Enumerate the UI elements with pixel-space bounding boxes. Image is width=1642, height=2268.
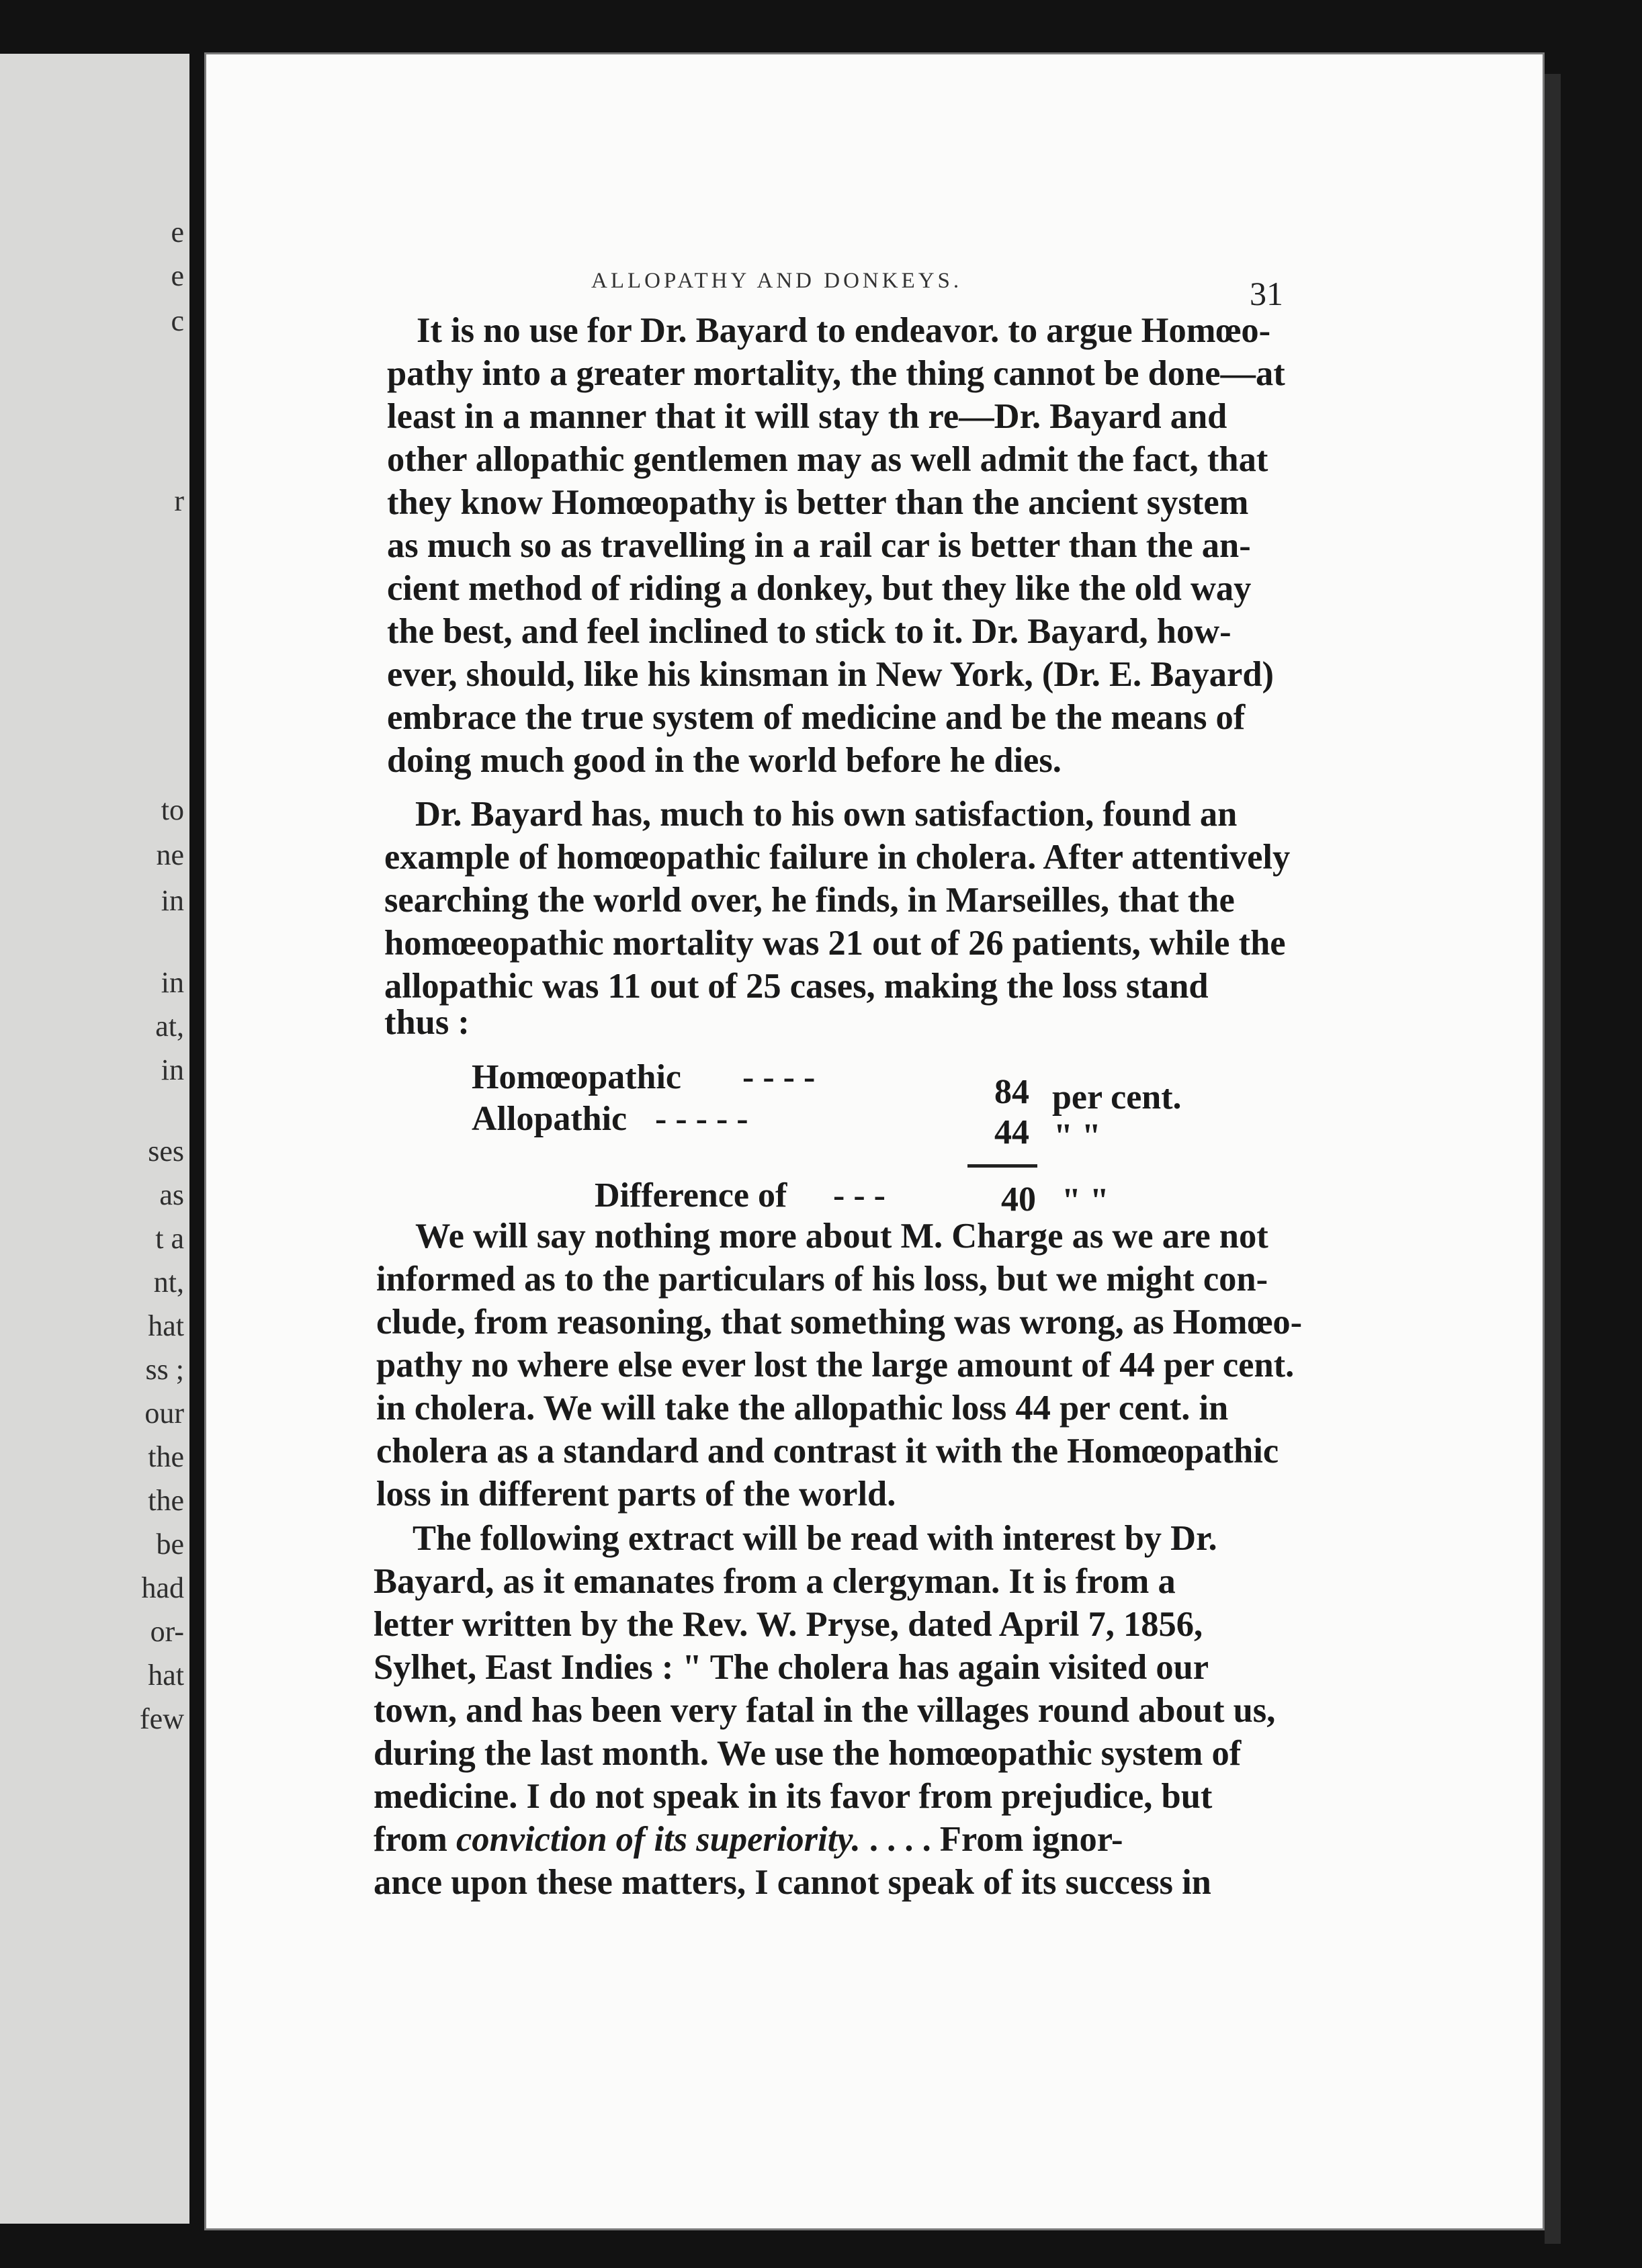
text-line: town, and has been very fatal in the villages round about us, — [374, 1691, 1276, 1730]
left-page-fragment: had — [141, 1571, 184, 1604]
row-value-allopathic: 44 — [994, 1113, 1029, 1151]
row-label-allopathic: Allopathic — [472, 1100, 628, 1138]
text-line: letter written by the Rev. W. Pryse, dated April 7, 1856, — [374, 1605, 1203, 1644]
text-line: during the last month. We use the homœopathic system of — [374, 1734, 1242, 1773]
row-unit-allopathic: " " — [1053, 1117, 1101, 1155]
left-page-fragment: in — [161, 1053, 184, 1086]
left-page-fragment: at, — [155, 1010, 184, 1043]
text-line: ance upon these matters, I cannot speak of its success in — [374, 1863, 1211, 1902]
text-line: informed as to the particulars of his loss, but we might con- — [376, 1260, 1268, 1299]
text-line: least in a manner that it will stay th re—Dr. Bayard and — [387, 397, 1227, 436]
left-page-fragment: the — [148, 1484, 184, 1517]
text-line: cholera as a standard and contrast it with the Homœopathic — [376, 1432, 1279, 1471]
left-page-fragment: e — [171, 259, 184, 292]
left-page-fragment: in — [161, 966, 184, 999]
text-line: the best, and feel inclined to stick to it. Dr. Bayard, how- — [387, 612, 1232, 651]
left-page-fragment: in — [161, 884, 184, 917]
left-page-fragment: hat — [148, 1309, 184, 1342]
text-span: from — [374, 1820, 456, 1859]
text-line: example of homœopathic failure in cholera. After attentively — [384, 838, 1291, 877]
text-line: allopathic was 11 out of 25 cases, making the loss stand — [384, 967, 1209, 1006]
left-page-fragment: nt, — [153, 1266, 184, 1299]
left-page-fragment: e — [171, 216, 184, 249]
leader-dots: - - - - - — [655, 1100, 748, 1138]
row-label-difference: Difference of — [595, 1176, 787, 1215]
text-line: Dr. Bayard has, much to his own satisfaction, found an — [415, 795, 1238, 834]
text-line: pathy no where else ever lost the large amount of 44 per cent. — [376, 1346, 1295, 1385]
left-page-fragment: few — [140, 1702, 184, 1735]
left-page-fragment: as — [159, 1178, 184, 1211]
page-number: 31 — [1250, 275, 1283, 312]
text-line: The following extract will be read with interest by Dr. — [413, 1519, 1217, 1558]
text-line: cient method of riding a donkey, but they like the old way — [387, 569, 1252, 608]
text-line: We will say nothing more about M. Charge as we are not — [415, 1217, 1268, 1256]
text-line: It is no use for Dr. Bayard to endeavor. to argue Homœo- — [417, 311, 1271, 350]
text-line: ever, should, like his kinsman in New York, (Dr. E. Bayard) — [387, 655, 1274, 694]
left-facing-page — [0, 54, 189, 2224]
left-page-fragment: c — [171, 304, 184, 337]
leader-dots: - - - — [833, 1176, 885, 1215]
text-line: homœeopathic mortality was 21 out of 26 patients, while the — [384, 924, 1286, 963]
left-page-fragment: t a — [155, 1222, 184, 1255]
text-line: clude, from reasoning, that something was wrong, as Homœo- — [376, 1303, 1303, 1342]
text-line: pathy into a greater mortality, the thing cannot be done—at — [387, 354, 1285, 393]
row-value-homoeopathic: 84 — [994, 1073, 1029, 1111]
left-page-fragment: our — [144, 1397, 184, 1430]
row-label-homoeopathic: Homœopathic — [472, 1058, 681, 1096]
row-unit-homoeopathic: per cent. — [1052, 1078, 1182, 1117]
text-line: doing much good in the world before he dies. — [387, 741, 1062, 780]
sum-rule — [967, 1164, 1037, 1168]
text-line: searching the world over, he finds, in Marseilles, that the — [384, 881, 1235, 920]
text-line: embrace the true system of medicine and be the means of — [387, 698, 1246, 737]
row-value-difference: 40 — [1001, 1180, 1036, 1219]
left-page-fragment: ses — [148, 1135, 184, 1168]
left-page-fragment: to — [161, 793, 184, 826]
text-line: in cholera. We will take the allopathic loss 44 per cent. in — [376, 1389, 1229, 1428]
left-page-fragment: ss ; — [145, 1353, 184, 1386]
running-head: ALLOPATHY AND DONKEYS. — [591, 269, 963, 293]
leader-dots: - - - - — [742, 1058, 816, 1096]
text-line: medicine. I do not speak in its favor from prejudice, but — [374, 1777, 1213, 1816]
text-line: other allopathic gentlemen may as well admit the fact, that — [387, 440, 1268, 479]
text-line: loss in different parts of the world. — [376, 1475, 896, 1514]
text-span: . . . . From ignor- — [860, 1820, 1123, 1859]
row-unit-difference: " " — [1062, 1182, 1109, 1220]
left-page-fragment: be — [156, 1528, 184, 1561]
text-line: Sylhet, East Indies : " The cholera has again visited our — [374, 1648, 1209, 1687]
text-line: Bayard, as it emanates from a clergyman. It is from a — [374, 1562, 1176, 1601]
left-page-fragment: or- — [150, 1615, 184, 1648]
text-line — [374, 1818, 1123, 1861]
left-page-fragment: hat — [148, 1659, 184, 1692]
left-page-fragment: ne — [156, 838, 184, 871]
italic-phrase: conviction of its superiority. — [456, 1820, 861, 1859]
text-line: they know Homœopathy is better than the ancient system — [387, 483, 1249, 522]
text-line: as much so as travelling in a rail car is better than the an- — [387, 526, 1251, 565]
left-page-fragment: r — [174, 484, 184, 517]
text-line: thus : — [384, 1003, 470, 1042]
page-edge-shadow — [1545, 74, 1561, 2244]
left-page-fragment: the — [148, 1440, 184, 1473]
